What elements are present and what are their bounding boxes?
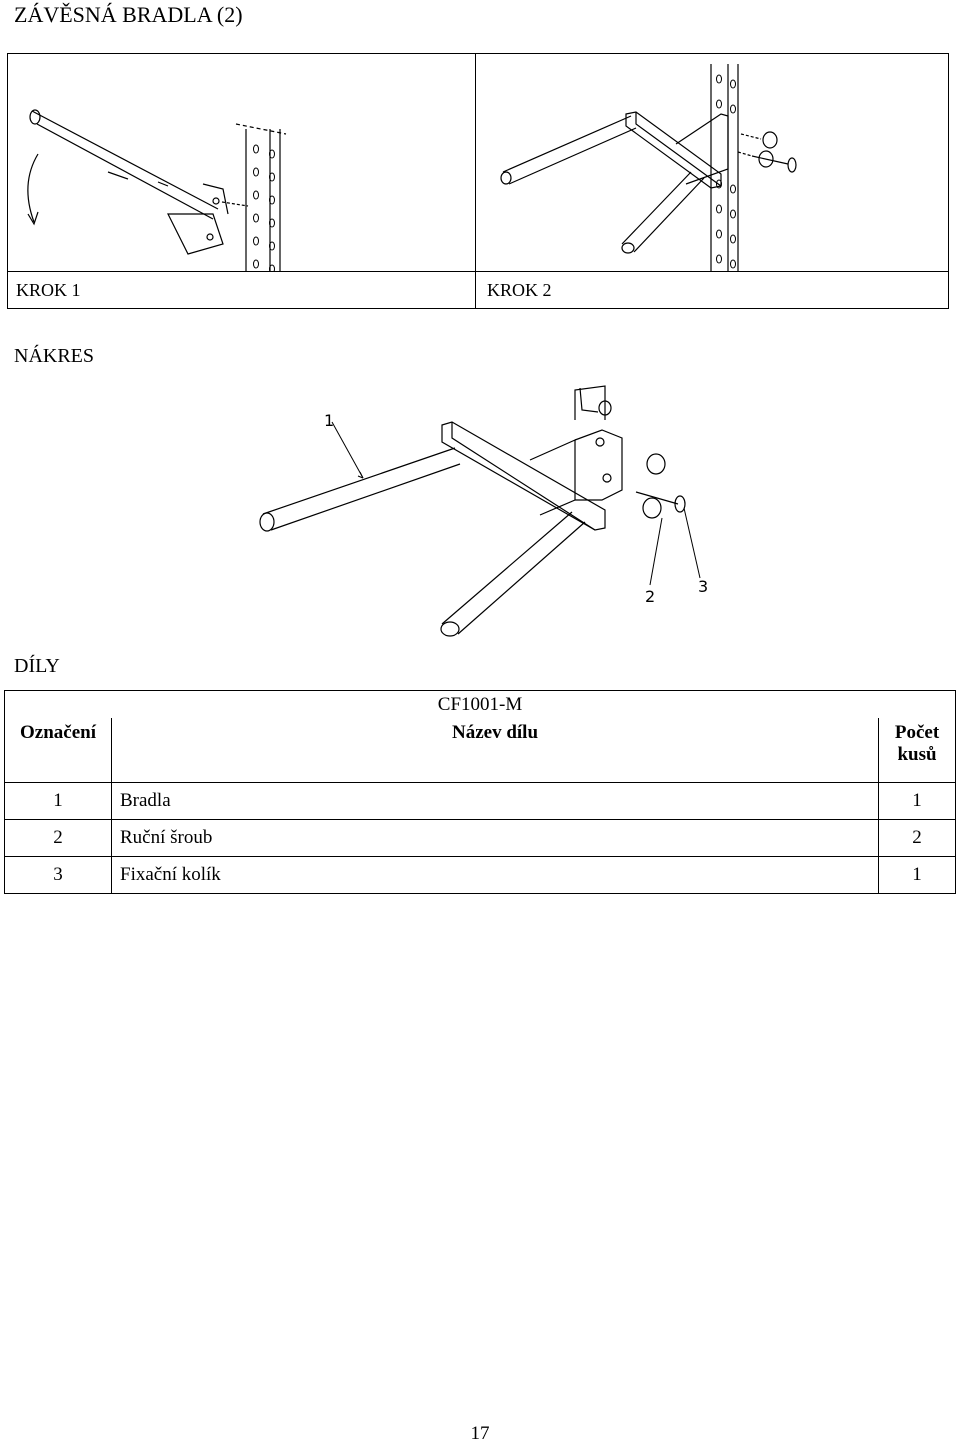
exploded-drawing: [250, 380, 720, 650]
row-mark: 1: [5, 783, 112, 820]
table-row: [5, 857, 956, 894]
steps-panel: [7, 53, 949, 309]
callout-2: 2: [645, 587, 656, 606]
parts-table: [4, 690, 956, 894]
model-code: CF1001-M: [5, 691, 956, 719]
row-name: Fixační kolík: [112, 857, 879, 894]
parts-heading: DÍLY: [14, 655, 60, 677]
header-name: Název dílu: [112, 718, 879, 783]
row-mark: 2: [5, 820, 112, 857]
row-name: Ruční šroub: [112, 820, 879, 857]
row-name: Bradla: [112, 783, 879, 820]
row-qty: 2: [879, 820, 956, 857]
callout-1: 1: [324, 411, 335, 430]
row-qty: 1: [879, 857, 956, 894]
page-title: ZÁVĚSNÁ BRADLA (2): [14, 2, 243, 27]
page-number: 17: [470, 1423, 490, 1444]
table-row: [5, 783, 956, 820]
step1-caption: KROK 1: [16, 280, 81, 300]
step2-illustration: [476, 54, 948, 271]
step2-caption: KROK 2: [487, 280, 552, 300]
steps-caption-divider: [8, 271, 948, 272]
header-qty: Počet kusů: [879, 718, 956, 783]
header-mark: Označení: [5, 718, 112, 783]
drawing-heading: NÁKRES: [14, 345, 95, 367]
callout-3: 3: [698, 577, 709, 596]
table-row: [5, 820, 956, 857]
step1-illustration: [8, 54, 475, 271]
row-mark: 3: [5, 857, 112, 894]
row-qty: 1: [879, 783, 956, 820]
